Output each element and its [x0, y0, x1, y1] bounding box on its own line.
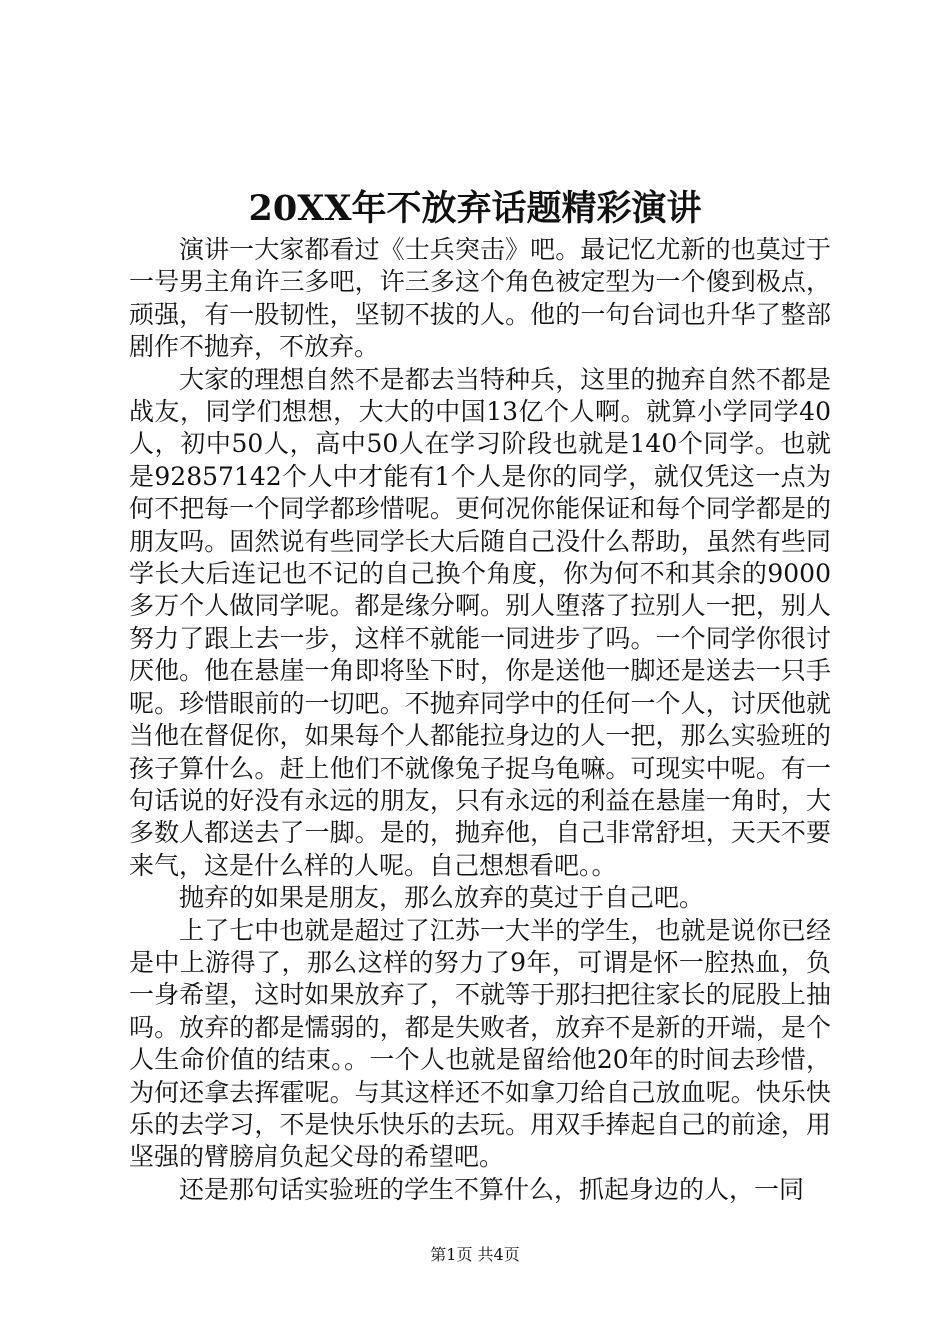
page-footer [0, 1244, 950, 1266]
page-number-indicator: 第1页 共4页 [430, 1245, 520, 1264]
paragraph-2: 大家的理想自然不是都去当特种兵，这里的抛弃自然不都是战友，同学们想想，大大的中国13亿个人啊。就算小学同学40人，初中50人，高中50人在学习阶段也就是140个同学。也就是92857142个人中才能有1个人是你的同学，就仅凭这一点为何不把每一个同学都珍惜呢。更何况你能保证和每个同学都是的朋友吗。固然说有些同学长大后随自己没什么帮助，虽然有些同学长大后连记也不记的自己换个角度，你为何不和其余的9000多万个人做同学呢。都是缘分啊。别人堕落了拉别人一把，别人努力了跟上去一步，这样不就能一同进步了吗。一个同学你很讨厌他。他在悬崖一角即将坠下时，你是送他一脚还是送去一只手呢。珍惜眼前的一切吧。不抛弃同学中的任何一个人，讨厌他就当他在督促你，如果每个人都能拉身边的人一把，那么实验班的孩子算什么。赶上他们不就像兔子捉乌龟嘛。可现实中呢。有一句话说的好没有永远的朋友，只有永远的利益在悬崖一角时，大多数人都送去了一脚。是的，抛弃他，自己非常舒坦，天天不要来气，这是什么样的人呢。自己想想看吧。。 [129, 364, 831, 880]
document-body [129, 234, 831, 1206]
document-title: 20XX年不放弃话题精彩演讲 [248, 188, 702, 229]
paragraph-3: 抛弃的如果是朋友，那么放弃的莫过于自己吧。 [179, 883, 705, 913]
paragraph-1: 演讲一大家都看过《士兵突击》吧。最记忆尤新的也莫过于一号男主角许三多吧，许三多这个角色被定型为一个傻到极点，顽强，有一股韧性，坚韧不拔的人。他的一句台词也升华了整部剧作不抛弃，不放弃。 [129, 235, 831, 362]
paragraph-5: 还是那句话实验班的学生不算什么，抓起身边的人，一同 [179, 1174, 805, 1204]
paragraph-4: 上了七中也就是超过了江苏一大半的学生，也就是说你已经是中上游得了，那么这样的努力了9年，可谓是怀一腔热血，负一身希望，这时如果放弃了，不就等于那扫把往家长的屁股上抽吗。放弃的都是懦弱的，都是失败者，放弃不是新的开端，是个人生命价值的结束。。一个人也就是留给他20年的时间去珍惜，为何还拿去挥霍呢。与其这样还不如拿刀给自己放血呢。快乐快乐的去学习，不是快乐快乐的去玩。用双手捧起自己的前途，用坚强的臂膀肩负起父母的希望吧。 [129, 915, 831, 1172]
